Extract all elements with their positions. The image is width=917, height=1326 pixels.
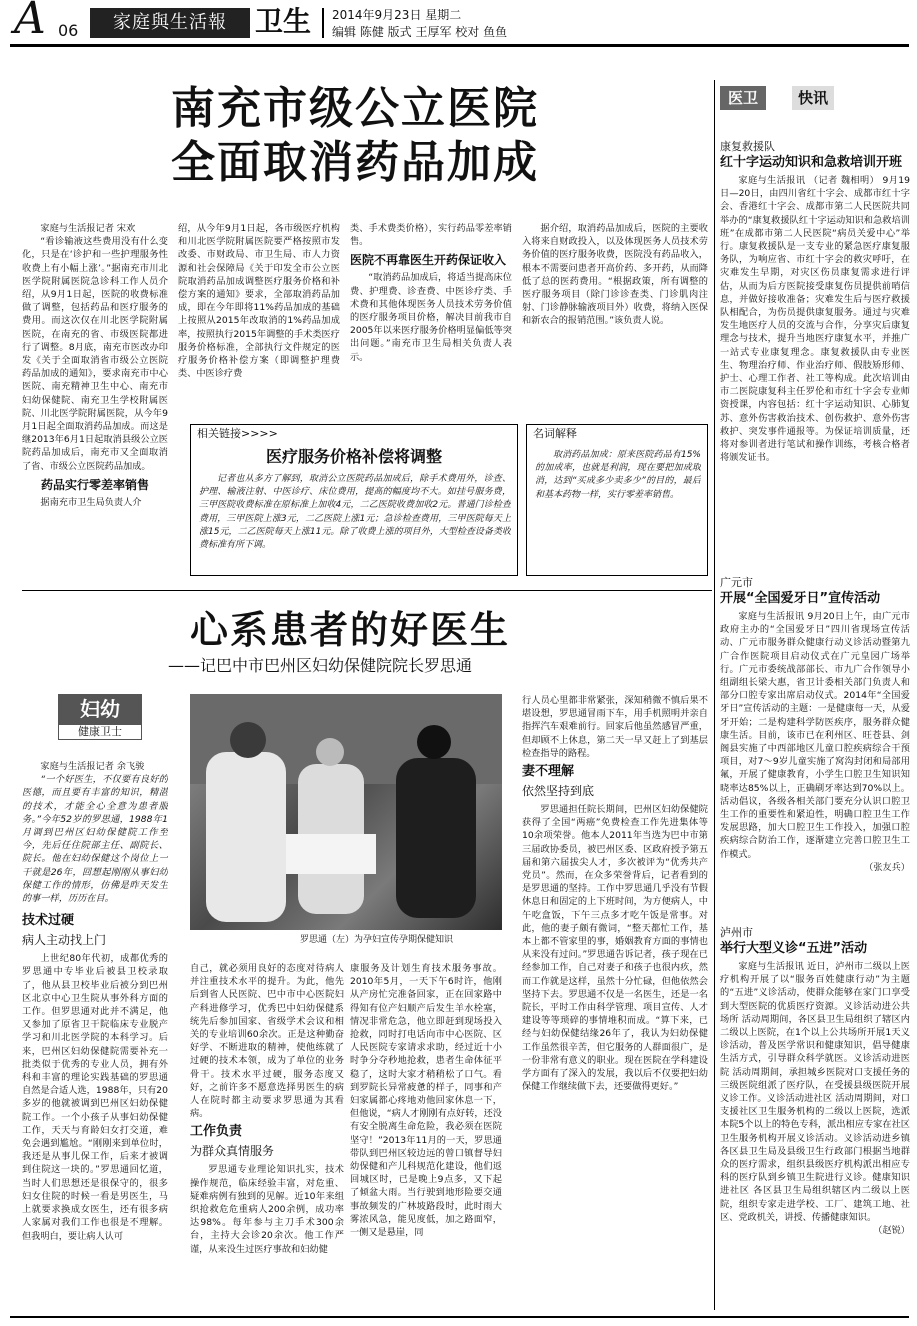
article1-col3-text: 类、手术费类价格），实行药品零差率销售。: [350, 223, 512, 248]
article2-intro: “一个好医生，不仅要有良好的医德，而且要有丰富的知识，精湛的技术，才能全心全意为患者服务。”今年52岁的罗思通，1988年1月调到巴州区妇幼保健院工作至今，先后任住院部主任、副院长、院长。他在妇幼保健这个岗位上一干就是26年，回想起刚刚从事妇幼保健工作的情形，仿佛是昨天发生的事一样，历历在目。: [22, 774, 168, 905]
article2-col1: 上世纪80年代初，成都优秀的罗思通中专毕业后被县卫校录取了，他从县卫校毕业后被分到巴州区北京中心卫生院从事外科方面的工作。但罗思通对此并不满足，他又参加了原省卫干院临床专业脱产学习和川北医学院的本科学习。后来，巴州区妇幼保健院需要补充一批类似于优秀的专业人员，拥有外科和丰富的理论实践基础的罗思通自然是合适人选，1988年，只有20多岁的他就被调到巴州区妇幼保健院工作。一个小孩子从事妇幼保健工作，天天与育龄妇女打交道，难免会遇到尴尬。“刚刚来到单位时，我还是从事儿保工作，后来才被调到住院这一块的。”罗思通回忆道，当时人们思想还是很保守的，很多妇女住院的时候一看是男医生，马上就要求换成女医生，还有很多病人家属对我们工作也很是不理解。但我明白，要让病人认可: [22, 953, 168, 1242]
issue-date: 2014年9月23日 星期二: [332, 8, 462, 22]
subhead-revenue: 医院不再靠医生开药保证收入: [350, 253, 507, 268]
sidebar-item-2: [720, 572, 910, 912]
subhead-duty-2: 为群众真情服务: [190, 1144, 275, 1159]
article2-col2: [190, 962, 344, 1306]
subhead-wife-2: 依然坚持到底: [522, 784, 595, 799]
term-explain-label: 名词解释: [533, 427, 577, 440]
sidebar-tag: 医卫: [720, 86, 766, 110]
article1-col1-tail: 据南充市卫生局负责人介: [40, 496, 142, 508]
article1-col1-text: “看诊输液这些费用没有什么变化，只是在‘诊护和一些护理服务性收费上有小幅上涨’。”据南充市川北医学院附属医院急诊科工作人员介绍，从9月1日起，医院的收费标准做了调整，包括药品和医疗服务的费用。而这次仅在川北医学院附属医院，在南充的省、市级医院都进行了调整。8月底，南充市医改办印发《关于全面取消省市级公立医院药品加成的通知》，要求南充市中心医院、南充精神卫生中心、南充市妇幼保健院、南充卫生学校附属医院、川北医学院附属医院，从今年9月1日起全面取消药品加成。而这是继2013年6月1日起取消县级公立医院药品加成后，南充市又全面取消了省、市级公立医院药品加成。: [22, 236, 168, 472]
related-links-title: 医疗服务价格补偿将调整: [265, 447, 442, 466]
photo-caption: 罗思通（左）为孕妇宣传孕期保健知识: [300, 935, 454, 945]
term-explain-box: [526, 424, 708, 576]
article2-col4: [522, 694, 708, 1306]
page-letter: A: [14, 0, 46, 44]
term-explain-body: 取消药品加成：原来医院药品有15%的加成率，也就是利润，现在要把加成取消，达到“买成多少卖多少”的目的，最后和基本药物一样，实行零差率销售。: [535, 450, 701, 500]
sidebar-divider: [714, 80, 715, 1310]
sidebar-item-2-body: 家庭与生活报讯 9月20日上午，由广元市政府主办的“全国爱牙日”四川省现场宣传活动、广元市服务群众健康行动义诊活动暨第九广合作医院项目启动仪式在广元皇园广场举行。广元市委统战部部长、市九广合作领导小组副组长梁大惠，省卫计委相关部门负责人和部分口腔专家出席启动仪式。2014年“全国爱牙日”宣传活动的主题：一是健康每一天，从爱牙开始；二是构建科学防医疾序，服务群众健康生活。目前，该市已在利州区、旺苍县、剑阁县实施了中西部地区儿童口腔疾病综合干预项目，对7～9岁儿童实施了窝沟封闭和局部用氟，开展了健康教育，小学生口腔卫生知识知晓率达85%以上，正确刷牙率达到70%以上。活动倡议，各级各相关部门要充分认识口腔卫生工作的重要性和紧迫性，明确口腔卫生工作发展思路，加大口腔卫生工作投入，加强口腔疾病综合防治工作，逐渐建立完善口腔卫生工作模式。: [720, 611, 910, 860]
article1-col2-text: 绍，从今年9月1日起，各市级医疗机构和川北医学院附属医院要严格按照市发改委、市财政局、市卫生局、市人力资源和社会保障局《关于印发全市公立医院取消药品加成调整医疗服务价格和补偿方案的通知》要求，全部取消药品加成，即在今年即将11%药品加成的基础上按照从2015年改取消的1%药品加成率，按照执行2015年调整的手术类医疗服务价格标准，全部执行文件规定的医疗服务价格补偿方案（即调整护理费类、中医诊疗费: [178, 223, 340, 380]
sidebar-item-2-loc: 广元市: [720, 576, 753, 589]
article1-headline: [130, 82, 580, 198]
headline-line1: 南充市级公立医院: [171, 83, 539, 134]
article1-col3: [350, 222, 512, 422]
article2-col2-body: 罗思通专业理论知识扎实，技术操作规范，临床经验丰富，对危重、疑难病例有独到的见解。近10年来组织抢救危危重病人200余例，成功率达98%。每年参与主刀手术300余台，主持大会诊20余次。他工作严谨，从来没生过医疗事故和妇幼健: [190, 1164, 344, 1255]
article1-col4: [522, 222, 708, 422]
sidebar-header: [720, 86, 860, 112]
subhead-wife: 妻不理解: [522, 764, 575, 780]
sidebar-item-3: [720, 922, 910, 1306]
column-tag-main: 妇幼: [58, 694, 142, 724]
related-links-box: [190, 424, 518, 576]
masthead-rule: [10, 44, 909, 47]
article2-headline: [150, 606, 550, 656]
sidebar-item-1-body: 家庭与生活报讯 （记者 魏相明） 9月19日—20日，由四川省红十字会、成都市红十字会、香港红十字会、成都市第二人民医院共同举办的“康复救援队红十字运动知识和急救培训班”在成都市第二人民医院“病员关爱中心”举行。康复救援队是一支专业的紧急医疗康复服务队，为响应省、市红十字会的救灾呼吁，在灾难发生早期，对灾区伤员康复需求进行评估，从而为后方医院接受康复伤员提供前哨信息，并做好接收准备；灾难发生后与医疗救援队相配合，为伤员提供康复服务。通过与灾难发生地医疗人员的交流与合作，分享灾后康复理念与技术，提升当地医疗康复水平，并推广一站式专业康复理念。康复救援队由专业医生、物理治疗师、作业治疗师、假肢矫形师、护士、心理工作者、社工等构成。此次培训由市二医院康复科主任罗伦和市红十字会专业师资授课，内容包括：红十字运动知识、心肺复苏、意外伤害救治技术、创伤救护、意外伤害救护、突发事件通报等。为保证培训质量，还将对参训者进行笔试和操作训练，考核合格者将颁发证书。: [720, 175, 910, 464]
article2-subtitle: ——记巴中市巴州区妇幼保健院院长罗思通: [168, 656, 473, 675]
article2-col3: [350, 962, 502, 1306]
article-divider: [22, 590, 712, 591]
related-links-body: 记者也从多方了解到，取消公立医院药品加成后，除手术费用外，诊查、护理、输液注射、中医诊疗、床位费用，提高的幅度均不大。如挂号服务费，三甲医院收费标准在原标准上加收4元，二乙医院收费加收2元。普通门诊检查费用，三甲医院上涨3元，二乙医院上涨1元；急诊检查费用，三甲医院每天上涨15元，二乙医院每天上涨11元。除了收费上涨的项目外，大型检查设备类收费标准有所下调。: [199, 474, 511, 551]
section-name: 卫生: [255, 5, 312, 38]
related-links-label: 相关链接>>>>: [197, 427, 278, 440]
sidebar-item-3-body: 家庭与生活报讯 近日，泸州市二级以上医疗机构开展了以“服务百姓健康行动”为主题的“五进”义诊活动，使群众能够在家门口享受到大型医院的优质医疗资源。义诊活动进公共场所 活动周期间，各区县卫生局组织了辖区内二级以上医院，在1个以上公共场所开展1天义诊活动，普及医学常识和健康知识，倡导健康生活方式，引导群众科学就医。义诊活动进医院 活动周期间，承担城乡医院对口支援任务的三级医院组派了医疗队，在受援县级医院开展义诊工作。义诊活动进社区 活动周期间，对口支援社区卫生服务机构的二级以上医院，选派本院5个以上的特色专科，派出相应专家在社区卫生服务机构开展义诊活动。义诊活动进乡镇 各区县卫生局及县级卫生行政部门根据当地群众的医疗需求，组织县级医疗机构派出相应专科的医疗队到乡镇卫生院进行义诊。健康知识进社区 各区县卫生局组织辖区内二级以上医院，组织专家走进学校、工厂、建筑工地、社区、党政机关，讲授、传播健康知识。: [720, 961, 910, 1223]
page-number: 06: [58, 21, 79, 40]
column-tag-sub: 健康卫士: [58, 724, 142, 740]
subhead-skill: 技术过硬: [22, 913, 75, 929]
article1-col3-body: “取消药品加成后，将适当提高床位费、护理费、诊查费、中医诊疗类、手术费和其他体现医务人员技术劳务价值的医疗服务项目价格，解决目前我市自2005年以来医疗服务价格明显偏低等突出问题。”南充市卫生局相关负责人表示。: [350, 272, 512, 363]
article1-col2: [178, 222, 340, 422]
article2-byline: 家庭与生活报记者 余飞骏: [40, 761, 145, 772]
footer-rule: [10, 1316, 909, 1318]
sidebar-item-2-byline: （张友兵）: [864, 861, 910, 873]
article2-subhead: [168, 656, 548, 678]
article2-col3-text: 康服务及计划生育技术服务事故。2010年5月，一天下午6时许，他刚从产房忙完准备回家，正在回家路中得知有位产妇顺产后发生羊水栓塞，情况非常危急，他立即赶到现场投入抢救，同时打电话向市中心医院、区人民医院专家请求求助，经过近十小时争分夺秒地抢救，患者生命体征平稳了，这时大家才稍稍松了口气。看到罗院长异常疲惫的样子，同事和产妇家属都心疼地劝他回家休息一下，但他说，“病人才刚刚有点好转，还没有安全脱离生命危险，我必须在医院坚守！”2013年11月的一天，罗思通带队到巴州区较边远的曾口镇督导妇幼保健和产儿科规范化建设，他们返回城区时，已是晚上9点多，又下起了倾盆大雨。当行驶到地形险要交通事故频发的广林坡路段时，此时雨大雾浓风急，能见度低，加之路面窄，一侧又是悬崖，同: [350, 963, 502, 1239]
sidebar-item-3-byline: （赵锐）: [873, 1225, 910, 1237]
doctor-photo: [190, 694, 502, 930]
article2-col4-text: 行人员心里都非常紧张，深知稍微不慎后果不堪设想，罗思通冒雨下车，用手机照明并亲自指挥汽车艰难前行。回家后他虽然感冒严重，但却顾不上休息，第二天一早又赶上了到基层检查指导的路程。: [522, 695, 708, 759]
sidebar-item-1-headline: 红十字运动知识和急救培训开班: [720, 155, 903, 170]
byline: 家庭与生活报记者 宋欢: [40, 223, 136, 234]
sidebar-item-1-loc: 康复救援队: [720, 140, 775, 153]
subhead-skill-2: 病人主动找上门: [22, 933, 107, 948]
paper-name: 家庭與生活報: [90, 8, 250, 38]
subhead-zero-margin: 药品实行零差率销售: [40, 477, 149, 492]
photo-illustration: [190, 694, 502, 930]
headline-line2: 全面取消药品加成: [171, 137, 539, 188]
masthead: [0, 0, 917, 46]
sidebar-item-1: [720, 136, 910, 560]
article1-col1: [22, 222, 168, 584]
sidebar-item-2-headline: 开展“全国爱牙日”宣传活动: [720, 591, 881, 606]
article2-intro-col: [22, 760, 168, 1306]
credits: 编辑 陈健 版式 王厚军 校对 鱼鱼: [332, 25, 508, 39]
subhead-duty: 工作负责: [190, 1124, 243, 1140]
sidebar-item-3-loc: 泸州市: [720, 926, 753, 939]
article2-col2-text: 自己，就必须用良好的态度对待病人并注重技术水平的提升。为此，他先后到省人民医院、巴中市中心医院妇产科进修学习，优秀巴中妇幼保健系统先后参加国家、省级学术会议和相关的专业培训60余次。正是这种勤奋好学、不断进取的精神，使他练就了过硬的技术本领，成为了单位的业务骨干。技术水平过硬，服务态度又好，之前许多不愿意选择男医生的病人在院时都主动要求罗思通为其看病。: [190, 963, 344, 1120]
column-tag: [22, 694, 172, 742]
article1-col4-text: 据介绍，取消药品加成后，医院的主要收入将来自财政投入，以及体现医务人员技术劳务价值的医疗服务收费，医院没有药品收入，根本不需要问患者开高价药、多开药，从而降低了总的医药费用。“根据政策，所有调整的医疗服务项目（除门诊诊查类、门诊肌肉注射、门诊静脉输液项目外）收费，将纳入医保和新农合的报销范围。”该负责人说。: [522, 223, 708, 327]
sidebar-item-3-headline: 举行大型义诊“五进”活动: [720, 941, 868, 956]
article2-col4-body: 罗思通担任院长期间，巴州区妇幼保健院获得了全国“两癌”免费检查工作先进集体等10余项荣誉。他本人2011年当选为巴中市第三届政协委员，被巴州区委、区政府授予第五届和第六届拔尖人才，多次被评为“优秀共产党员”。然而，在众多荣誉背后，记者看到的是罗思通的坚持。工作中罗思通几乎没有节假休息日和固定的上下班时间，为方便病人，中午吃盒饭，下午三点多才吃午饭是常事。对此，他的妻子颇有微词，“整天都忙工作，基本上都不管家里的事，婚姻教育方面的事情也从来没有过问。”罗思通告诉记者，孩子现在已经参加工作，自己对妻子和孩子也很内疚，然而工作就是这样，虽然十分忙碌，但他依然会坚持下去。罗思通不仅是一名医生，还是一名院长，平时工作由科学管理、项目宣传、人才建设等等琐碎的事情堆积而成。“算下来，已经与妇幼保健结缘26年了，我认为妇幼保健工作虽然很辛苦，但它服务的人群面很广，是一份非常有意义的职业。现在医院在学科建设学方面有了深入的发展，我以后不仅要把妇幼保健工作继续做下去，还要做得更好。”: [522, 804, 708, 1093]
article2-title: 心系患者的好医生: [189, 607, 510, 652]
masthead-divider: [322, 8, 324, 38]
sidebar-title: 快讯: [792, 86, 834, 110]
